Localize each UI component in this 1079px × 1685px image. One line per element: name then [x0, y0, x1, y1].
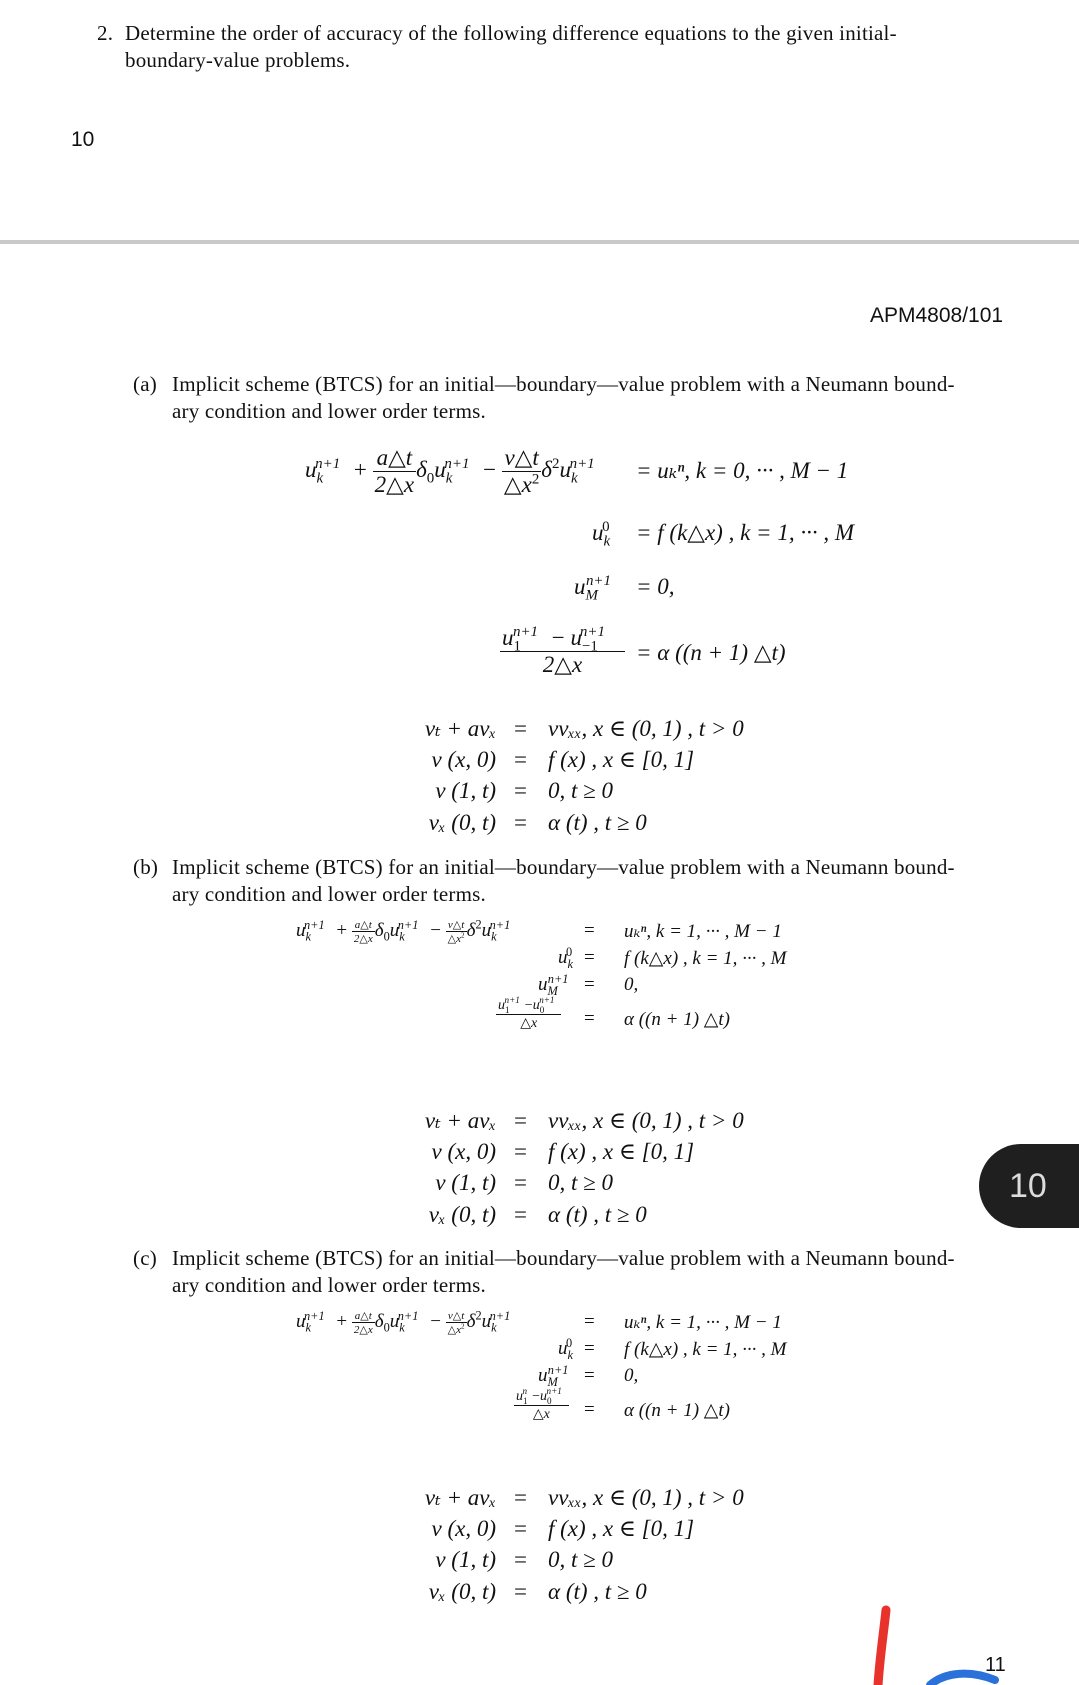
pde-a-lhs-3: v (1, t) — [435, 778, 496, 803]
pde-b-lhs-4: vₓ (0, t) — [428, 1202, 496, 1227]
scheme-a-lhs-4: $\frac{u_1^{n+1} - u_{-1}^{n+1}}{2\triangle x}$ — [500, 625, 625, 678]
pde-c-rhs-1: νvₓₓ, x ∈ (0, 1) , t > 0 — [548, 1485, 744, 1510]
scheme-c-eq-2: = — [584, 1338, 595, 1359]
scheme-c-rhs-1: uₖⁿ, k = 1, ··· , M − 1 — [624, 1312, 782, 1333]
pde-b-eq-1: = — [514, 1108, 527, 1133]
scheme-c-rhs-2: f (k△x) , k = 1, ··· , M — [624, 1339, 787, 1360]
scheme-b-rhs-1: uₖⁿ, k = 1, ··· , M − 1 — [624, 921, 782, 942]
scheme-b-eq-2: = — [584, 947, 595, 968]
scheme-a-rhs-1: = uₖⁿ, k = 0, ··· , M − 1 — [636, 458, 849, 483]
pde-c-lhs-1: vₜ + avₓ — [424, 1485, 496, 1510]
pde-a-rhs-1: νvₓₓ, x ∈ (0, 1) , t > 0 — [548, 716, 744, 741]
pde-c-rhs-4: α (t) , t ≥ 0 — [548, 1579, 647, 1604]
pde-c-lhs-4: vₓ (0, t) — [428, 1579, 496, 1604]
part-a-line2: ary condition and lower order terms. — [172, 399, 486, 423]
course-code: APM4808/101 — [870, 304, 1004, 327]
pde-a-rhs-3: 0, t ≥ 0 — [548, 778, 614, 803]
scheme-a-rhs-4: = α ((n + 1) △t) — [636, 640, 786, 665]
pde-b-rhs-2: f (x) , x ∈ [0, 1] — [548, 1139, 695, 1164]
scheme-c-eq-4: = — [584, 1399, 595, 1420]
scheme-b-rhs-3: 0, — [624, 974, 639, 995]
pde-c-eq-1: = — [514, 1485, 527, 1510]
scheme-c-rhs-3: 0, — [624, 1365, 639, 1386]
pde-b-eq-3: = — [514, 1170, 527, 1195]
scheme-c-lhs-2: $u_k^0$ — [558, 1335, 573, 1362]
pde-a-lhs-1: vₜ + avₓ — [424, 716, 496, 741]
scheme-a-lhs-1: $u_k^{n+1}$ + $\frac{a\triangle t}{2\triangle x}$ $\delta_0u_k^{n+1}$ − $\frac{\nu\triangle t}{\triangle x^2}$ $\delta^2u_k^{n+1}$ — [305, 445, 595, 497]
scheme-a-rhs-3: = 0, — [636, 574, 675, 599]
scheme-c-lhs-4: $\frac{u_1^n -u_0^{n+1}}{\triangle x}$ — [514, 1389, 569, 1423]
pde-b-rhs-1: νvₓₓ, x ∈ (0, 1) , t > 0 — [548, 1108, 744, 1133]
scheme-b-lhs-1: $u_k^{n+1}$ + $\frac{a\triangle t}{2\triangle x}$ $\delta_0u_k^{n+1}$ − $\frac{\nu\triangle t}{\triangle x^2}$ $\delta^2u_k^{n+1}$ — [296, 917, 511, 945]
page-divider — [0, 240, 1079, 244]
question-text-line2: boundary-value problems. — [125, 48, 351, 72]
scheme-b-lhs-3: $u_M^{n+1}$ — [538, 971, 569, 998]
pde-a-lhs-2: v (x, 0) — [431, 747, 496, 772]
pde-a-eq-4: = — [514, 810, 527, 835]
pde-b-lhs-2: v (x, 0) — [431, 1139, 496, 1164]
scheme-b-lhs-2: $u_k^0$ — [558, 944, 573, 971]
part-c-line2: ary condition and lower order terms. — [172, 1273, 486, 1297]
pde-b-eq-2: = — [514, 1139, 527, 1164]
question-text-line1: Determine the order of accuracy of the following difference equations to the given initial- — [125, 21, 897, 45]
pde-c-eq-4: = — [514, 1579, 527, 1604]
pde-a-eq-3: = — [514, 778, 527, 803]
scheme-c-lhs-1: $u_k^{n+1}$ + $\frac{a\triangle t}{2\triangle x}$ $\delta_0u_k^{n+1}$ − $\frac{\nu\triangle t}{\triangle x^2}$ $\delta^2u_k^{n+1}$ — [296, 1308, 511, 1336]
part-b-line1: Implicit scheme (BTCS) for an initial—boundary—value problem with a Neumann bound- — [172, 855, 955, 879]
pde-c-rhs-2: f (x) , x ∈ [0, 1] — [548, 1516, 695, 1541]
pde-a-lhs-4: vₓ (0, t) — [428, 810, 496, 835]
pde-a-rhs-2: f (x) , x ∈ [0, 1] — [548, 747, 695, 772]
part-a-label: (a) — [133, 372, 157, 396]
part-b-label: (b) — [133, 855, 159, 879]
page-indicator-badge[interactable]: 10 — [979, 1144, 1079, 1228]
scheme-c-rhs-4: α ((n + 1) △t) — [624, 1400, 730, 1421]
pde-b-eq-4: = — [514, 1202, 527, 1227]
pde-c-eq-2: = — [514, 1516, 527, 1541]
scheme-b-eq-3: = — [584, 974, 595, 995]
pde-c-lhs-2: v (x, 0) — [431, 1516, 496, 1541]
part-a-line1: Implicit scheme (BTCS) for an initial—boundary—value problem with a Neumann bound- — [172, 372, 955, 396]
scheme-a-lhs-3: $u_M^{n+1}$ — [574, 573, 611, 604]
scheme-a-lhs-2: $u_k^0$ — [592, 519, 611, 550]
scheme-c-eq-1: = — [584, 1311, 595, 1332]
scheme-b-lhs-4: $\frac{u_1^{n+1} -u_0^{n+1}}{\triangle x}$ — [496, 998, 561, 1032]
margin-mark: 10 — [71, 128, 95, 151]
scheme-b-eq-4: = — [584, 1008, 595, 1029]
scheme-a-rhs-2: = f (k△x) , k = 1, ··· , M — [636, 520, 854, 545]
pde-c-rhs-3: 0, t ≥ 0 — [548, 1547, 614, 1572]
part-b-line2: ary condition and lower order terms. — [172, 882, 486, 906]
scheme-b-rhs-4: α ((n + 1) △t) — [624, 1009, 730, 1030]
pde-a-eq-1: = — [514, 716, 527, 741]
question-number: 2. — [97, 21, 114, 45]
pde-a-rhs-4: α (t) , t ≥ 0 — [548, 810, 647, 835]
part-c-label: (c) — [133, 1246, 157, 1270]
scheme-b-rhs-2: f (k△x) , k = 1, ··· , M — [624, 948, 787, 969]
pde-b-rhs-4: α (t) , t ≥ 0 — [548, 1202, 647, 1227]
pde-c-eq-3: = — [514, 1547, 527, 1572]
scheme-b-eq-1: = — [584, 920, 595, 941]
page-number: 11 — [985, 1654, 1006, 1676]
pde-b-lhs-1: vₜ + avₓ — [424, 1108, 496, 1133]
pde-c-lhs-3: v (1, t) — [435, 1547, 496, 1572]
part-c-line1: Implicit scheme (BTCS) for an initial—boundary—value problem with a Neumann bound- — [172, 1246, 955, 1270]
scheme-c-lhs-3: $u_M^{n+1}$ — [538, 1362, 569, 1389]
pde-b-lhs-3: v (1, t) — [435, 1170, 496, 1195]
scheme-c-eq-3: = — [584, 1365, 595, 1386]
pde-b-rhs-3: 0, t ≥ 0 — [548, 1170, 614, 1195]
pde-a-eq-2: = — [514, 747, 527, 772]
